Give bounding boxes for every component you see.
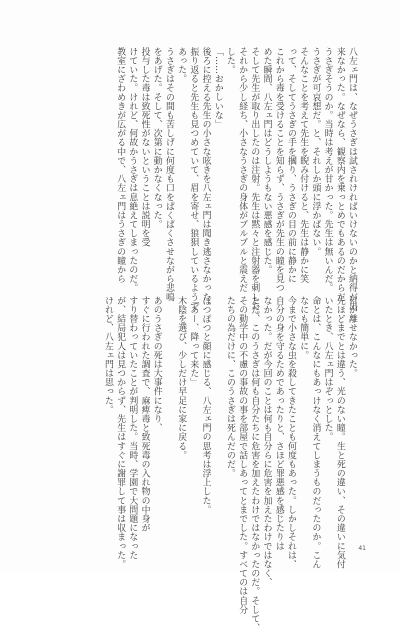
text-line: した。 — [224, 47, 235, 75]
text-line: いたとき、八左ェ門はぞっとした。 — [322, 296, 333, 442]
text-block-upper — [114, 47, 358, 320]
text-line — [163, 296, 175, 531]
text-line: そんなことを考えて先生を睨み付けると、先生は静かに笑 — [298, 47, 309, 284]
text-line: をあげた。そして、次第に動かなくなった。 — [151, 47, 162, 229]
text-line: たちの為だけに、このうさぎは死んだのだ。 — [224, 296, 235, 478]
text-line: 教室にざわめきが広がる中で、八左ェ門はうさぎの瞳から — [115, 47, 126, 284]
text-line: なかった。だが今回のことは何も自分らに危害を加えたわけではなく、 — [261, 296, 272, 587]
text-line: めた瞬間、八左ェ門はどうしようもない悪感を感じた。 — [261, 47, 272, 275]
text-line: あった。 — [176, 47, 187, 84]
text-line: 来なかった。なぜなら、観察内を乗っとめでもあるのだからだ — [334, 47, 345, 302]
text-line: 命とは、こんなにもあっけなく消えてしまうものだったのか。こん — [310, 296, 321, 569]
text-line: 今まで小さな虫を殺してきたことも何度もあった。しかしそれは、 — [285, 296, 296, 569]
text-line: その動学中の不慮の事故の事を部屋で話しあってとまでした。すべてのは自分 — [237, 296, 248, 615]
text-line: そして先生が取り出したのは注射。先生は黙々と注射器を刺した。 — [249, 47, 260, 320]
text-line: 「……おかしいな」 — [212, 47, 223, 129]
text-line: なにも簡単に。 — [298, 296, 309, 360]
text-line: これから毒を受けることを知らず、うさぎが先生の瞳を見つ — [273, 47, 284, 293]
text-line: 八左ェ門は、なぜうさぎは試されければいけないのかと納得が出 — [347, 47, 357, 311]
text-line: うさぎそうのか。当時は考えが甘かった。先生は無いんだ。 — [322, 47, 333, 293]
text-line: すぐに行われた調査で、麻痺毒と致死毒の入れ物の中身が — [139, 296, 150, 533]
text-line: 先ほどまでとは違う、光のない瞳。生と死の違い、その違いに気付 — [334, 296, 345, 569]
text-line: けれど、八左ェ門は思った。 — [102, 296, 113, 415]
text-line: けていた。けれど、何故かうさぎは息絶えてしまったのだ。 — [127, 47, 138, 293]
text-line: うさぎが可哀想だ。と、それしか頭に浮かばない。 — [310, 47, 321, 257]
page-number: 41 — [358, 545, 366, 552]
text-line: 木陰を選び、少しだけ早足に家に戻る。 — [176, 296, 187, 460]
text-block-lower — [102, 296, 358, 632]
text-line: 自分の身を守るためであったりと、さほど罪悪感を感じたりは — [273, 296, 284, 551]
text-line: って、そしてうさぎの手を摑り、うさぎの目の前に静かに — [285, 47, 296, 284]
text-line: うさぎはその間も苦しげに何度も口をぱくぱくさせながら悲鳴 — [163, 47, 174, 302]
text-line — [212, 296, 224, 531]
text-line: すり替わっていたことが判明した。当時、学園で大問題になった — [127, 296, 138, 560]
text-line: 目が離せなかった。 — [347, 296, 357, 378]
text-line: ぽつぽつと顔に感じる、八左ェ門の思考は浮上した。 — [200, 296, 211, 515]
text-line: 後ろに控える先生の小さな呟きを八左ェ門は聞き逃さなかった。 — [200, 47, 211, 311]
text-line: が、結局犯人は見つからず、先生はすぐに謝罪して事は収まった。 — [115, 296, 126, 569]
text-line: 振り返ると先生も見つめていて、眉を寄せ、狼狽しているようで — [188, 47, 199, 311]
text-line: ただ、このうさぎは何も自分たちに危害を加えたわけではなかったのだ。そして、 — [249, 296, 260, 632]
text-line: 「あー、降って来た」 — [188, 296, 199, 387]
text-line: あのうさぎの死は大事件になり、 — [151, 296, 162, 433]
text-line: それから少し経ち、小さなうさぎの身体がブルブルと震えだ — [237, 47, 248, 293]
text-line: 投与した毒は致死性がないということは説明を受 — [139, 47, 150, 247]
